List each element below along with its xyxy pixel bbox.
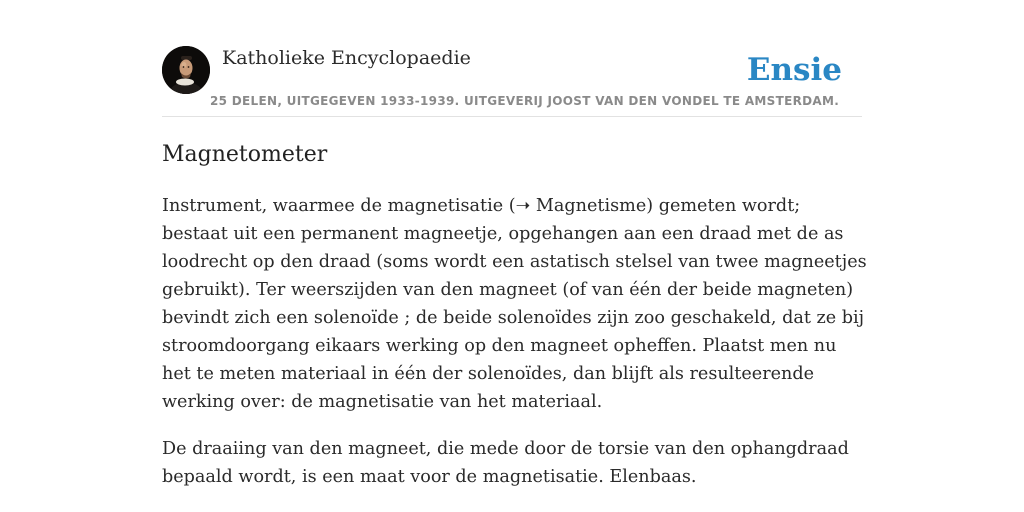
brand-logo[interactable]: Ensie — [746, 52, 842, 88]
paragraph: Instrument, waarmee de magnetisatie (➝ Magnetisme) gemeten wordt; bestaat uit een permanent magneetje, opgehangen aan een draad met de as loodrecht op den draad (soms wordt een astatisch stelsel van twee magneetjes gebruikt). Ter weerszijden van den magneet (of van één der beide magneten) bevindt zich een solenoïde ; de beide solenoïdes zijn zoo geschakeld, dat ze bij stroomdoorgang eikaars werking op den magneet opheffen. Plaatst men nu het te meten materiaal in één der solenoïdes, dan blijft als resulteerende werking over: de magnetisatie van het materiaal. — [162, 196, 867, 412]
source-title[interactable]: Katholieke Encyclopaedie — [222, 47, 471, 69]
article-title: Magnetometer — [162, 142, 328, 167]
paragraph: De draaiing van den magneet, die mede door de torsie van den ophangdraad bepaald wordt, is een maat voor de magnetisatie. Elenbaas. — [162, 439, 849, 487]
portrait-avatar-icon[interactable] — [162, 46, 210, 94]
source-subtitle: 25 DELEN, UITGEGEVEN 1933-1939. UITGEVERIJ JOOST VAN DEN VONDEL TE AMSTERDAM. — [210, 94, 840, 108]
source-header — [162, 46, 862, 117]
article-body — [162, 192, 867, 510]
portrait-avatar-svg — [162, 46, 210, 94]
